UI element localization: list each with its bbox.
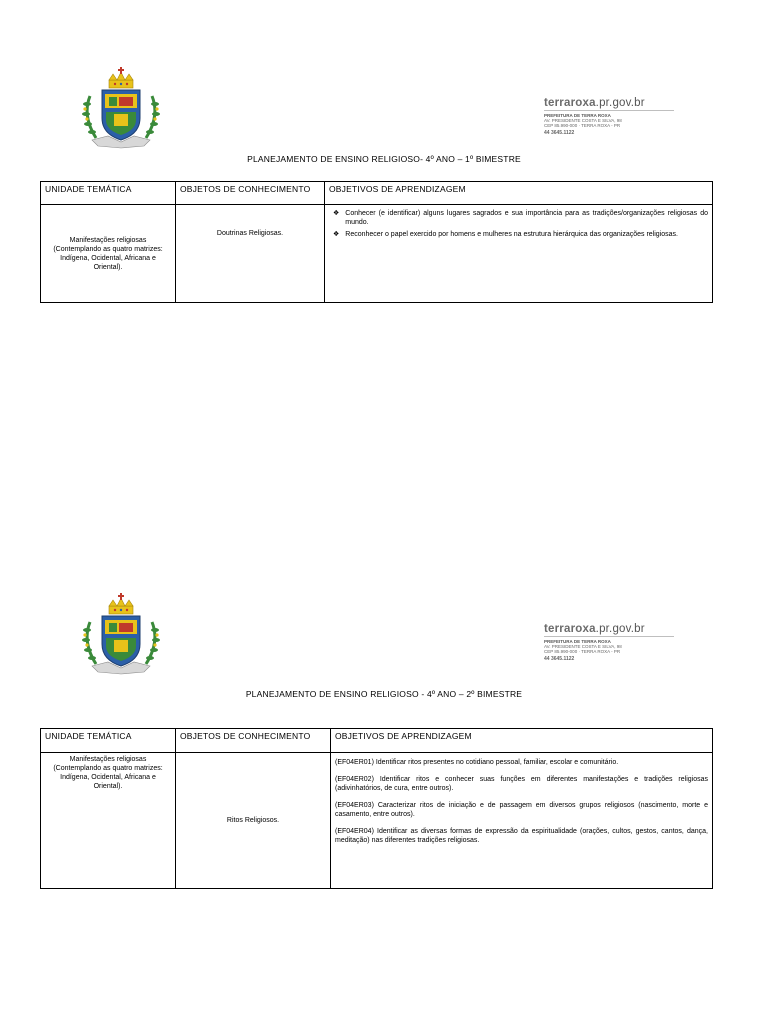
brand-org: PREFEITURA DE TERRA ROXA <box>544 113 611 118</box>
unit-cell: Manifestações religiosas (Contemplando as quatro matrizes: Indígena, Ocidental, Africana e Oriental). <box>41 205 176 303</box>
table-header-row <box>41 182 713 205</box>
brand-block <box>544 623 684 662</box>
header-unit: UNIDADE TEMÁTICA <box>41 182 176 205</box>
object-cell <box>176 753 331 889</box>
unit-text: Manifestações religiosas (Contemplando as quatro matrizes: Indígena, Ocidental, Africana e Oriental). <box>53 756 163 790</box>
objective-item: (EF04ER03) Caracterizar ritos de iniciação e de passagem em diversos grupos religiosos (nascimento, morte e casamento, entre outros). <box>335 802 708 818</box>
object-cell <box>176 205 325 303</box>
objective-text: Reconhecer o papel exercido por homens e mulheres na estrutura hierárquica das organizações religiosas. <box>345 231 678 238</box>
municipal-crest-icon <box>78 592 164 676</box>
object-text: Ritos Religiosos. <box>226 817 280 824</box>
planning-table <box>40 728 713 889</box>
brand-phone: 44 3645.1122 <box>544 655 575 662</box>
objectives-cell <box>325 205 713 303</box>
objective-item: (EF04ER02) Identificar ritos e conhecer suas funções em diferentes manifestações e tradições religiosas (adivinhatórios, de cura, entre outros). <box>335 776 708 792</box>
diamond-bullet-icon: ❖ <box>333 231 340 238</box>
brand-address: AV. PRESIDENTE COSTA E SILVA, 98 <box>544 644 622 650</box>
table-row <box>41 753 713 889</box>
planning-table <box>40 181 713 303</box>
objective-item: (EF04ER04) Identificar as diversas formas de expressão da espiritualidade (orações, cultos, gestos, cantos, dança, meditação) nas diferentes tradições religiosas. <box>335 828 708 844</box>
objective-item: (EF04ER01) Identificar ritos presentes no cotidiano pessoal, familiar, escolar e comunitário. <box>335 759 619 766</box>
brand-block <box>544 97 684 136</box>
diamond-bullet-icon: ❖ <box>333 210 340 217</box>
objective-item <box>329 209 708 227</box>
brand-domain: terraroxa.pr.gov.br <box>544 97 645 109</box>
page-title: PLANEJAMENTO DE ENSINO RELIGIOSO- 4º ANO – 1º BIMESTRE <box>247 154 521 164</box>
brand-divider <box>544 110 674 111</box>
brand-address: AV. PRESIDENTE COSTA E SILVA, 98 <box>544 118 622 124</box>
header-objectives: OBJETIVOS DE APRENDIZAGEM <box>325 182 713 205</box>
brand-phone: 44 3645.1122 <box>544 129 575 136</box>
object-text: Doutrinas Religiosas. <box>216 230 284 237</box>
objective-text: Conhecer (e identificar) alguns lugares sagrados e sua importância para as tradições/organizações religiosas do mundo. <box>345 210 708 226</box>
brand-cep: CEP 85.990-000 · TERRA ROXA - PR <box>544 123 621 129</box>
unit-cell <box>41 753 176 889</box>
brand-cep: CEP 85.990-000 · TERRA ROXA - PR <box>544 649 621 655</box>
header-unit: UNIDADE TEMÁTICA <box>41 729 176 753</box>
table-header-row <box>41 729 713 753</box>
brand-org: PREFEITURA DE TERRA ROXA <box>544 639 611 644</box>
header-objects: OBJETOS DE CONHECIMENTO <box>176 729 331 753</box>
plan-section-1 <box>0 0 768 310</box>
table-row <box>41 205 713 303</box>
brand-divider <box>544 636 674 637</box>
header-objects: OBJETOS DE CONHECIMENTO <box>176 182 325 205</box>
objectives-cell <box>331 753 713 889</box>
municipal-crest-icon <box>78 66 164 150</box>
brand-domain: terraroxa.pr.gov.br <box>544 623 645 635</box>
page-title: PLANEJAMENTO DE ENSINO RELIGIOSO - 4º ANO – 2º BIMESTRE <box>245 689 523 699</box>
objective-item <box>329 230 708 239</box>
header-objectives: OBJETIVOS DE APRENDIZAGEM <box>331 729 713 753</box>
